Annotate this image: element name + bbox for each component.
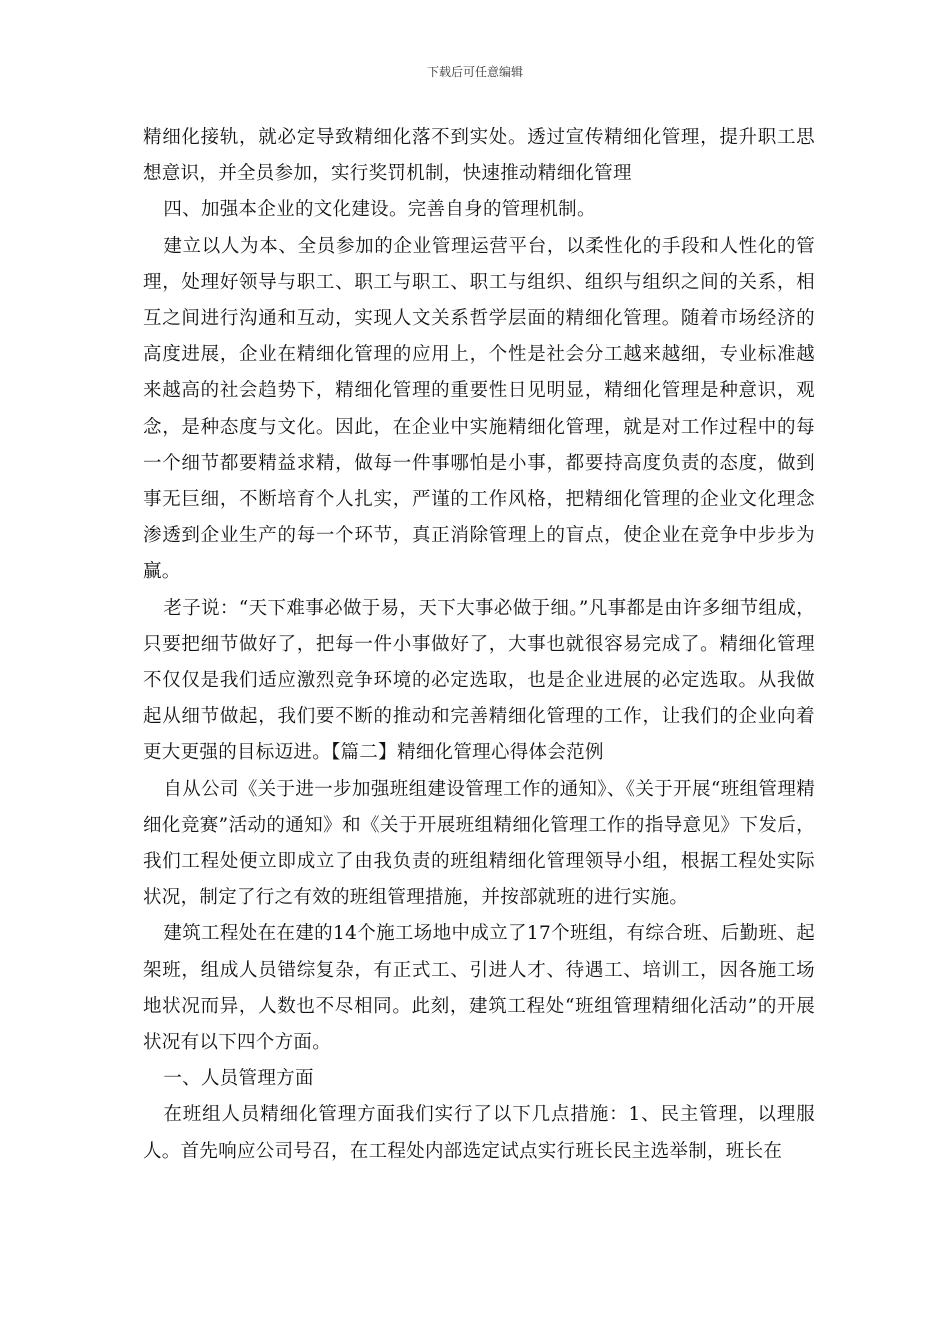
paragraph-construction-teams: 建筑工程处在在建的14个施工场地中成立了17个班组，有综合班、后勤班、起架班，组成人员错综复杂，有正式工、引进人才、待遇工、培训工，因各施工场地状况而异，人数也不尽相同。此刻，建筑工程处“班组管理精细化活动”的开展状况有以下四个方面。 [143, 923, 815, 1054]
paragraph-laozi-quote: 老子说：“天下难事必做于易，天下大事必做于细。”凡事都是由许多细节组成，只要把细节做好了，把每一件小事做好了，大事也就很容易完成了。精细化管理不仅仅是我们适应激烈竞争环境的必定选取，也是企业进展的必定选取。从我做起从细节做起，我们要不断的推动和完善精细化管理的工作，让我们的企业向着更大更强的目标迈进。【篇二】精细化管理心得体会范例 [143, 597, 815, 764]
paragraph-section-four-heading: 四、加强本企业的文化建设。完善自身的管理机制。 [163, 199, 596, 221]
paragraph-personnel-heading: 一、人员管理方面 [163, 1068, 314, 1090]
paragraph-company-notice: 自从公司《关于进一步加强班组建设管理工作的通知》、《关于开展“班组管理精细化竞赛”活动的通知》和《关于开展班组精细化管理工作的指导意见》下发后，我们工程处便立即成立了由我负责的班组精细化管理领导小组，根据工程处实际状况，制定了行之有效的班组管理措施，并按部就班的进行实施。 [143, 778, 815, 909]
paragraph-culture: 建立以人为本、全员参加的企业管理运营平台，以柔性化的手段和人性化的管理，处理好领导与职工、职工与职工、职工与组织、组织与组织之间的关系，相互之间进行沟通和互动，实现人文关系哲学层面的精细化管理。随着市场经济的高度进展，企业在精细化管理的应用上，个性是社会分工越来越细，专业标准越来越高的社会趋势下，精细化管理的重要性日见明显，精细化管理是种意识，观念，是种态度与文化。因此，在企业中实施精细化管理，就是对工作过程中的每一个细节都要精益求精，做每一件事哪怕是小事，都要持高度负责的态度，做到事无巨细，不断培育个人扎实，严谨的工作风格，把精细化管理的企业文化理念渗透到企业生产的每一个环节，真正消除管理上的盲点，使企业在竞争中步步为赢。 [143, 235, 815, 583]
page-header: 下载后可任意编辑 [426, 65, 523, 79]
paragraph-continuation: 精细化接轨，就必定导致精细化落不到实处。透过宣传精细化管理，提升职工思想意识，并全员参加，实行奖罚机制，快速推动精细化管理 [143, 127, 815, 185]
document-body [143, 120, 815, 1170]
paragraph-personnel-measures: 在班组人员精细化管理方面我们实行了以下几点措施：1、民主管理，以理服人。首先响应公司号召，在工程处内部选定试点实行班长民主选举制，班长在 [143, 1104, 815, 1162]
